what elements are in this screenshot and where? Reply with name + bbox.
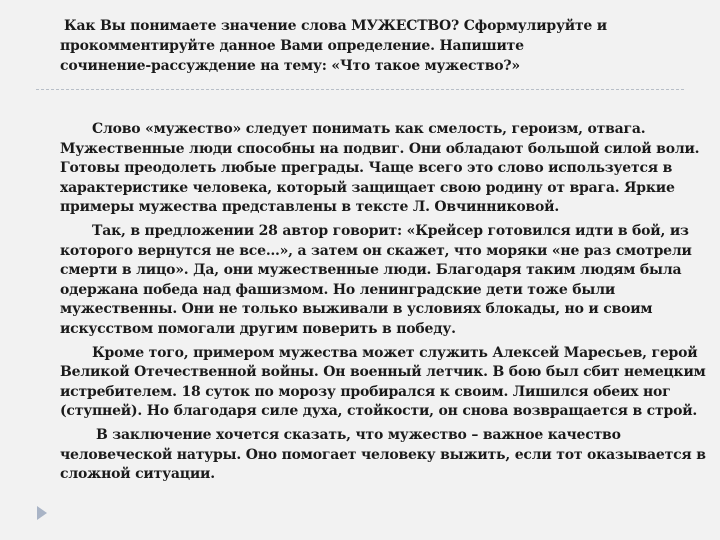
essay-line: человеческой натуры. Оно помогает человеку выжить, если тот оказывается в [60, 446, 706, 463]
essay-line: Великой Отечественной войны. Он военный летчик. В бою был сбит немецким [60, 364, 706, 381]
essay-line: (ступней). Но благодаря силе духа, стойкости, он снова возвращается в строй. [60, 403, 698, 420]
essay-line: смерти в лицо». Да, они мужественные люди. Благодаря таким людям была [60, 262, 682, 279]
task-line: Как Вы понимаете значение слова МУЖЕСТВО? Сформулируйте и [64, 18, 607, 34]
essay-paragraph-4 [60, 426, 706, 485]
essay-line: Готовы преодолеть любые преграды. Чаще всего это слово используется в [60, 160, 673, 177]
essay-line: Так, в предложении 28 автор говорит: «Крейсер готовился идти в бой, из [92, 222, 689, 239]
triangle-arrow-icon [37, 506, 47, 520]
essay-line: Мужественные люди способны на подвиг. Они обладают большой силой воли. [60, 140, 700, 157]
essay-paragraph-3 [60, 344, 706, 422]
section-divider [36, 89, 684, 90]
essay-line: сложной ситуации. [60, 466, 215, 483]
essay-paragraph-1 [60, 120, 700, 218]
essay-paragraph-2 [60, 222, 692, 340]
task-line: сочинение-рассуждение на тему: «Что такое мужество?» [60, 58, 520, 74]
task-line: прокомментируйте данное Вами определение. Напишите [60, 38, 524, 54]
essay-line: мужественны. Они не только выживали в условиях блокады, но и своим [60, 301, 653, 318]
essay-line: одержана победа над фашизмом. Но ленинградские дети тоже были [60, 281, 616, 298]
essay-line: Кроме того, примером мужества может служить Алексей Маресьев, герой [92, 344, 698, 361]
essay-line: Слово «мужество» следует понимать как смелость, героизм, отвага. [92, 121, 646, 137]
essay-line: В заключение хочется сказать, что мужество – важное качество [96, 426, 621, 443]
task-prompt [60, 16, 620, 76]
essay-line: искусством помогали другим поверить в победу. [60, 320, 456, 337]
essay-line: характеристике человека, который защищает свою родину от врага. Яркие [60, 179, 675, 196]
essay-line: которого вернутся не все…», а затем он скажет, что моряки «не раз смотрели [60, 242, 692, 259]
essay-text [60, 120, 706, 489]
essay-line: истребителем. 18 суток по морозу пробирался к своим. Лишился обеих ног [60, 383, 671, 400]
essay-line: примеры мужества представлены в тексте Л. Овчинниковой. [60, 199, 560, 216]
